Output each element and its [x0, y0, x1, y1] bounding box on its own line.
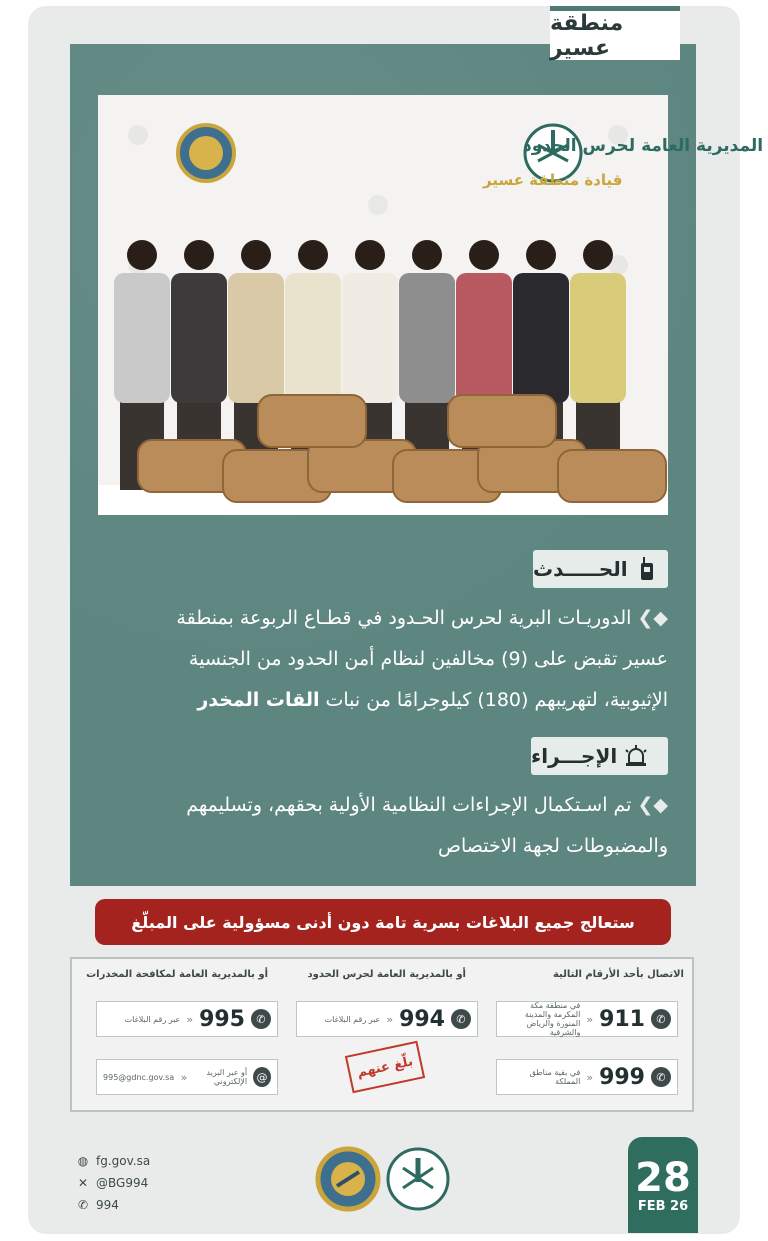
bullet-icon: ◆❯ — [637, 794, 668, 816]
event-line-1: الدوريـات البرية لحرس الحـدود في قطـاع الربوعة بمنطقة — [176, 607, 632, 629]
bg-emblem-left — [178, 125, 234, 181]
email-address: 995@gdnc.gov.sa — [103, 1072, 175, 1082]
date-badge — [628, 1137, 698, 1233]
number-995-note: عبر رقم البلاغات — [124, 1014, 181, 1024]
contact-box — [70, 957, 694, 1112]
photo-org-sub: قيادة منطقة عسير — [483, 171, 623, 189]
footer-x[interactable]: ✕ @BG994 — [77, 1176, 149, 1190]
contact-col2-head: أو بالمديرية العامة لحرس الحدود — [307, 969, 466, 980]
number-911-note: في منطقة مكة المكرمة والمدينة المنورة والرياض والشرقية — [524, 1001, 581, 1037]
khat-sack — [448, 395, 556, 447]
phone-994[interactable] — [296, 1001, 478, 1037]
footer-site[interactable]: ◍ fg.gov.sa — [77, 1154, 151, 1168]
action-line-2: والمضبوطات لجهة الاختصاص — [438, 835, 668, 857]
phone-icon: ✆ — [77, 1198, 89, 1212]
event-line-2: عسير تقبض على (9) مخالفين لنظام أمن الحدود من الجنسية — [188, 648, 668, 670]
number-999: 999 — [599, 1064, 645, 1090]
event-body — [88, 598, 668, 721]
number-994: 994 — [399, 1006, 445, 1032]
contact-col3-head: أو بالمديرية العامة لمكافحة المخدرات — [86, 969, 268, 980]
number-999-note: في بقية مناطق المملكة — [529, 1068, 581, 1086]
walkie-talkie-icon — [636, 556, 658, 582]
saudi-state-emblem — [385, 1146, 451, 1212]
event-heading — [533, 550, 668, 588]
report-stamp: بلّغ عنهم — [345, 1041, 425, 1094]
khat-sack — [258, 395, 366, 447]
region-label: منطقة عسير — [550, 6, 680, 60]
phone-911[interactable] — [496, 1001, 678, 1037]
action-line-1: تم اسـتكمال الإجراءات النظامية الأولية بحقهم، وتسليمهم — [186, 794, 632, 816]
email-icon: @ — [253, 1067, 271, 1087]
chevron-icon: « — [180, 1070, 188, 1084]
contact-col1-head: الاتصال بأحد الأرقام التالية — [552, 969, 684, 980]
chevron-icon: « — [586, 1070, 594, 1084]
x-logo-icon: ✕ — [77, 1176, 89, 1190]
phone-999[interactable] — [496, 1059, 678, 1095]
photo-org-name: المديرية العامة لحرس الحدود — [523, 136, 764, 156]
chevron-icon: « — [586, 1012, 594, 1026]
number-994-note: عبر رقم البلاغات — [324, 1014, 381, 1024]
phone-icon: ✆ — [651, 1009, 671, 1029]
email-note: أو عبر البريد الإلكتروني — [206, 1068, 248, 1086]
phone-icon: ✆ — [451, 1009, 471, 1029]
number-995: 995 — [199, 1006, 245, 1032]
border-guard-emblem — [315, 1146, 381, 1212]
news-photo — [98, 95, 764, 515]
confidentiality-notice: ستعالج جميع البلاغات بسرية تامة دون أدنى مسؤولية على المبلّغ — [95, 899, 671, 945]
event-line-3b: القات المخدر — [197, 689, 320, 711]
number-911: 911 — [599, 1006, 645, 1032]
date-day: 28 — [635, 1154, 691, 1201]
chevron-icon: « — [186, 1012, 194, 1026]
action-heading — [531, 737, 668, 775]
email-contact[interactable] — [96, 1059, 278, 1095]
phone-icon: ✆ — [251, 1009, 271, 1029]
photo-illustration — [98, 95, 764, 515]
phone-icon: ✆ — [651, 1067, 671, 1087]
globe-icon: ◍ — [77, 1154, 89, 1168]
siren-icon — [625, 743, 647, 769]
event-heading-text: الحـــــدث — [533, 557, 628, 581]
footer-phone[interactable]: ✆ 994 — [77, 1198, 119, 1212]
event-line-3a: الإثيوبية، لتهريبهم (180) كيلوجرامًا من نبات — [319, 689, 668, 711]
khat-sack — [558, 450, 666, 502]
footer-links — [76, 1150, 150, 1216]
action-body — [88, 785, 668, 867]
action-heading-text: الإجـــراء — [531, 744, 618, 768]
chevron-icon: « — [386, 1012, 394, 1026]
bullet-icon: ◆❯ — [637, 607, 668, 629]
date-month-year: FEB 26 — [637, 1198, 689, 1214]
phone-995[interactable] — [96, 1001, 278, 1037]
